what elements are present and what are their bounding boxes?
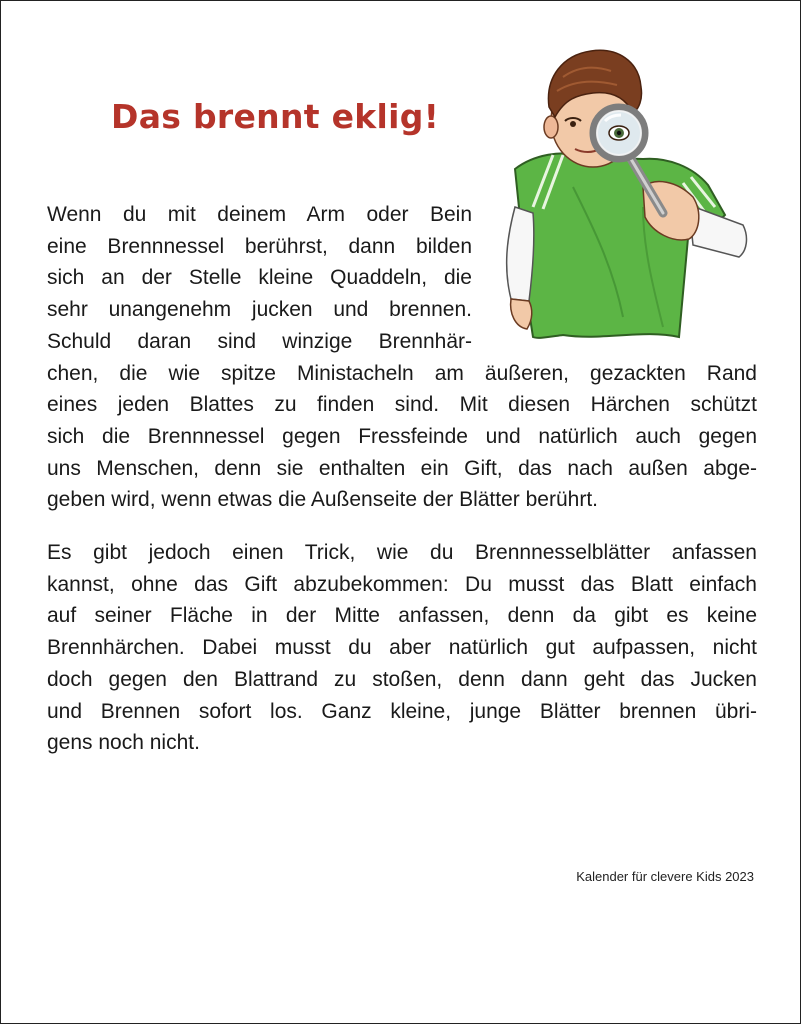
paragraph-2 <box>47 537 757 759</box>
text-line: und Brennen sofort los. Ganz kleine, junge Blätter brennen übri- <box>47 699 757 723</box>
text-line: sehr unangenehm jucken und brennen. <box>47 298 472 322</box>
paragraph-1 <box>47 199 757 516</box>
text-line: uns Menschen, denn sie enthalten ein Gift, das nach außen abge- <box>47 456 757 480</box>
text-line: eines jeden Blattes zu finden sind. Mit diesen Härchen schützt <box>47 393 757 417</box>
text-line: auf seiner Fläche in der Mitte anfassen, denn da gibt es keine <box>47 604 757 628</box>
footer-credit: Kalender für clevere Kids 2023 <box>576 869 754 884</box>
text-line: Wenn du mit deinem Arm oder Bein <box>47 203 472 226</box>
text-line: Es gibt jedoch einen Trick, wie du Brennnesselblätter anfassen <box>47 541 757 565</box>
body-text <box>47 199 757 759</box>
text-line: gens noch nicht. <box>47 731 200 755</box>
page-title: Das brennt eklig! <box>111 97 440 136</box>
text-line: Schuld daran sind winzige Brennhär- <box>47 329 472 353</box>
text-line: sich die Brennnessel gegen Fressfeinde und natürlich auch gegen <box>47 424 757 448</box>
text-line: chen, die wie spitze Ministacheln am äußeren, gezackten Rand <box>47 361 757 385</box>
text-line: eine Brennnessel berührst, dann bilden <box>47 234 472 258</box>
text-line: kannst, ohne das Gift abzubekommen: Du musst das Blatt einfach <box>47 572 757 596</box>
paragraph-spacer <box>47 516 757 537</box>
text-line: geben wird, wenn etwas die Außenseite der Blätter berührt. <box>47 488 598 512</box>
text-line: sich an der Stelle kleine Quaddeln, die <box>47 266 472 290</box>
text-line: Brennhärchen. Dabei musst du aber natürlich gut aufpassen, nicht <box>47 636 757 660</box>
text-line: doch gegen den Blattrand zu stoßen, denn dann geht das Jucken <box>47 667 757 691</box>
